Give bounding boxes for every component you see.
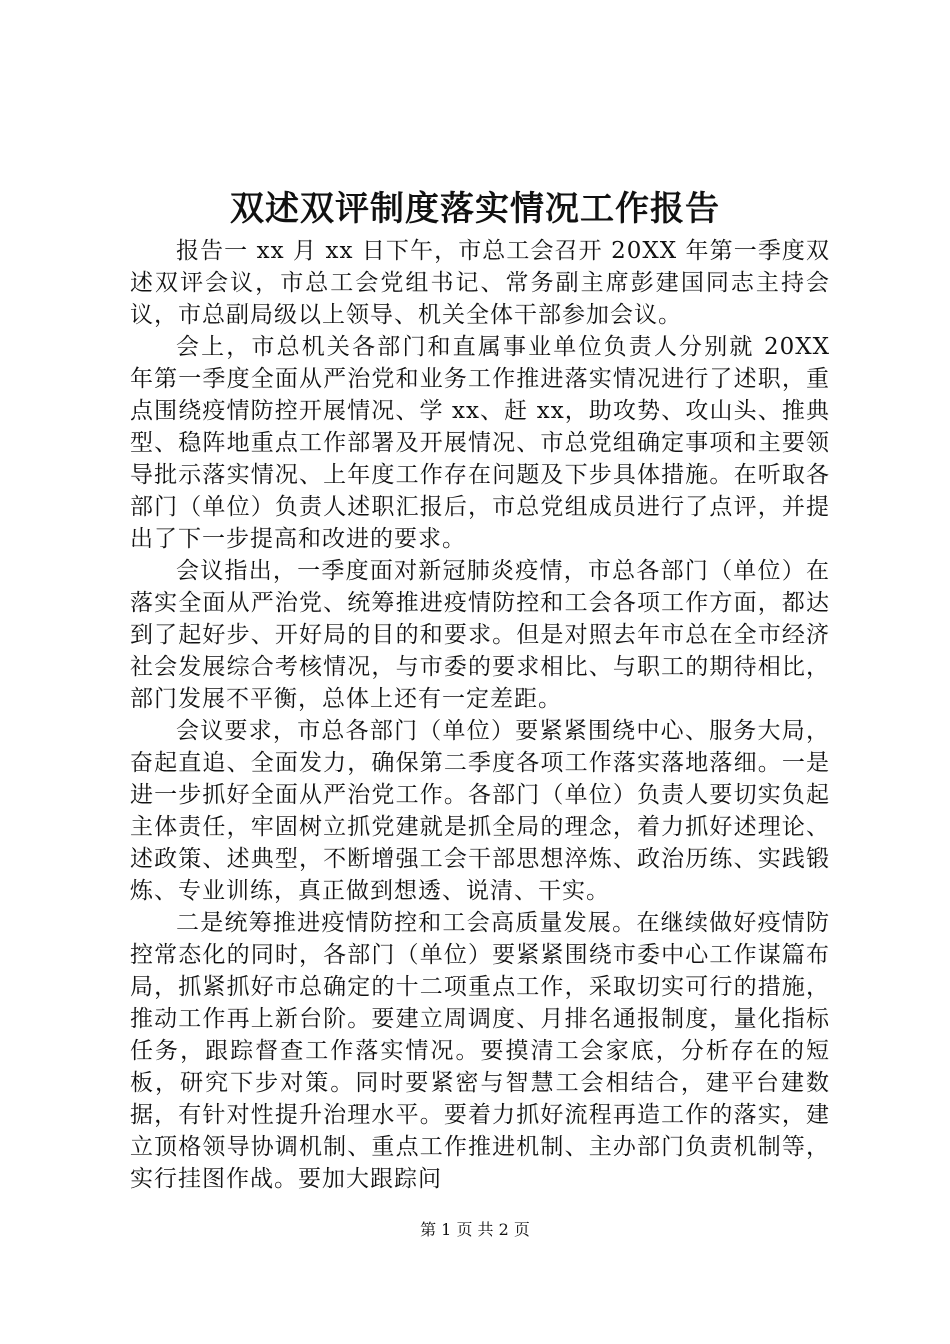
- paragraph-3: 会议指出，一季度面对新冠肺炎疫情，市总各部门（单位）在落实全面从严治党、统筹推进疫情防控和工会各项工作方面，都达到了起好步、开好局的目的和要求。但是对照去年市总在全市经济社会发展综合考核情况，与市委的要求相比、与职工的期待相比，部门发展不平衡，总体上还有一定差距。: [130, 558, 830, 712]
- paragraph-2: 会上，市总机关各部门和直属事业单位负责人分别就 20XX 年第一季度全面从严治党和业务工作推进落实情况进行了述职，重点围绕疫情防控开展情况、学 xx、赶 xx，助攻势、攻山头、推典型、稳阵地重点工作部署及开展情况、市总党组确定事项和主要领导批示落实情况、上年度工作存在问题及下步具体措施。在听取各部门（单位）负责人述职汇报后，市总党组成员进行了点评，并提出了下一步提高和改进的要求。: [130, 334, 830, 552]
- paragraph-4: 会议要求，市总各部门（单位）要紧紧围绕中心、服务大局，奋起直追、全面发力，确保第二季度各项工作落实落地落细。一是进一步抓好全面从严治党工作。各部门（单位）负责人要切实负起主体责任，牢固树立抓党建就是抓全局的理念，着力抓好述理论、述政策、述典型，不断增强工会干部思想淬炼、政治历练、实践锻炼、专业训练，真正做到想透、说清、干实。: [130, 718, 830, 904]
- paragraph-1: 报告一 xx 月 xx 日下午，市总工会召开 20XX 年第一季度双述双评会议，市总工会党组书记、常务副主席彭建国同志主持会议，市总副局级以上领导、机关全体干部参加会议。: [130, 238, 830, 328]
- paragraph-5: 二是统筹推进疫情防控和工会高质量发展。在继续做好疫情防控常态化的同时，各部门（单位）要紧紧围绕市委中心工作谋篇布局，抓紧抓好市总确定的十二项重点工作，采取切实可行的措施，推动工作再上新台阶。要建立周调度、月排名通报制度，量化指标任务，跟踪督查工作落实情况。要摸清工会家底，分析存在的短板，研究下步对策。同时要紧密与智慧工会相结合，建平台建数据，有针对性提升治理水平。要着力抓好流程再造工作的落实，建立顶格领导协调机制、重点工作推进机制、主办部门负责机制等，实行挂图作战。要加大跟踪问: [130, 910, 830, 1192]
- document-title: 双述双评制度落实情况工作报告: [230, 189, 720, 229]
- document-body: [130, 235, 830, 1195]
- page-number-footer: 第 1 页 共 2 页: [420, 1220, 530, 1239]
